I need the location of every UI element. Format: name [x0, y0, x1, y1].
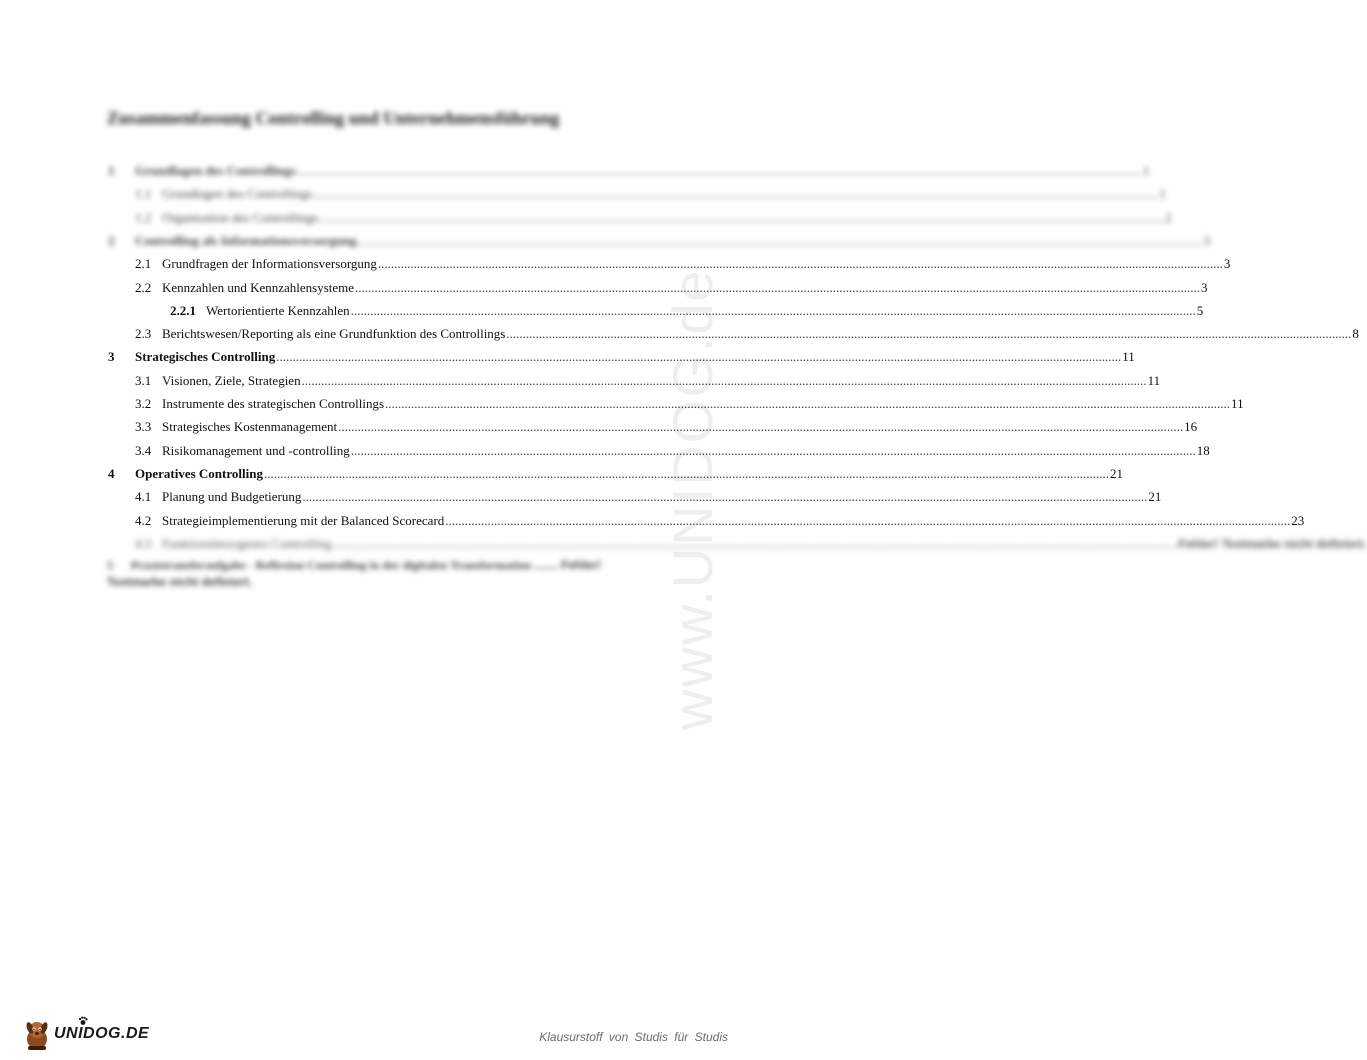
toc-entry-label: Strategisches Controlling: [135, 349, 276, 364]
toc-entry-number: 4.2: [135, 513, 152, 528]
toc-entry-label: Risikomanagement und -controlling: [162, 443, 350, 458]
watermark: www.UNIDOG.de: [661, 268, 724, 730]
toc-leader-dots: ....................................................................................................................................................................................................................................................................: [357, 233, 1203, 248]
toc-entry-number: 4: [108, 466, 115, 481]
toc-leader-dots: ....................................................................................................................................................................................................................................................................: [296, 163, 1142, 178]
toc-entry-number: 1: [108, 163, 115, 178]
toc-leader-dots: ....................................................................................................................................................................................................................................................................: [506, 326, 1352, 341]
toc-entry-page: 5: [1196, 303, 1204, 318]
toc-entry-label: Berichtswesen/Reporting als eine Grundfunktion des Controllings: [162, 326, 506, 341]
toc-entry-4-3[interactable]: [0, 534, 1367, 554]
toc-leader-dots: ....................................................................................................................................................................................................................................................................: [313, 186, 1159, 201]
toc-entry-3-2[interactable]: [0, 394, 1244, 414]
toc-leader-dots: ....................................................................................................................................................................................................................................................................: [385, 396, 1231, 411]
toc-entry-number: 2.2.1: [170, 303, 196, 318]
toc-leader-dots: ....................................................................................................................................................................................................................................................................: [276, 349, 1122, 364]
toc-entry-2-1[interactable]: [0, 254, 1231, 274]
toc-entry-3-3[interactable]: [0, 417, 1198, 437]
document-title: Zusammenfassung Controlling und Unternehmensführung: [107, 108, 560, 128]
toc-entry-number: 5: [107, 558, 113, 572]
toc-entry-page: Fehler! Textmarke nicht definiert.: [107, 558, 602, 589]
toc-leader-dots: ....................................................................................................................................................................................................................................................................: [350, 303, 1196, 318]
toc-entry-label: Planung und Budgetierung: [162, 489, 302, 504]
toc-entry-number: 3.3: [135, 419, 152, 434]
toc-leader-dots: ....................................................................................................................................................................................................................................................................: [338, 419, 1184, 434]
toc-leader-dots: ....................................................................................................................................................................................................................................................................: [301, 373, 1147, 388]
toc-entry-label: Organisation des Controllings: [162, 210, 318, 225]
toc-entry-label: Funktionsbezogenes Controlling: [162, 536, 332, 551]
toc-entry-label: Visionen, Ziele, Strategien: [162, 373, 301, 388]
toc-entry-page: 3: [1201, 280, 1208, 295]
toc-entry-number: 3.4: [135, 443, 152, 458]
toc-entry-page: 1: [1159, 186, 1166, 201]
toc-entry-page: 11: [1147, 373, 1161, 388]
toc-leader-dots: ....................................................................................................................................................................................................................................................................: [377, 256, 1223, 271]
toc-entry-3-1[interactable]: [0, 371, 1161, 391]
footer-slogan: Klausurstoff von Studis für Studis: [539, 1030, 728, 1044]
toc-entry-label: Praxistransferaufgabe - Reflexion Controlling in der digitalen Transformation: [131, 558, 532, 572]
toc-leader-dots: ....................................................................................................................................................................................................................................................................: [302, 489, 1148, 504]
toc-entry-4-2[interactable]: [0, 511, 1305, 531]
toc-entry-page: 2: [1164, 210, 1172, 225]
toc-leader-dots: ....................................................................................................................................................................................................................................................................: [332, 536, 1178, 551]
toc-entry-1-2[interactable]: [0, 208, 1172, 228]
toc-entry-page: 21: [1109, 466, 1123, 481]
toc-entry-label: Operatives Controlling: [135, 466, 263, 481]
toc-entry-1-1[interactable]: [0, 184, 1166, 204]
toc-entry-number: 4.3: [135, 536, 152, 551]
toc-entry-page: 3: [1203, 233, 1210, 248]
toc-entry-4[interactable]: [0, 464, 1123, 484]
toc-entry-label: Grundlagen des Controllings: [162, 186, 313, 201]
toc-entry-label: Wertorientierte Kennzahlen: [206, 303, 350, 318]
toc-entry-page: 16: [1184, 419, 1198, 434]
toc-entry-number: 3.1: [135, 373, 152, 388]
toc-entry-page: 3: [1223, 256, 1231, 271]
toc-entry-page: 18: [1196, 443, 1210, 458]
toc-entry-page: 11: [1122, 349, 1135, 364]
toc-entry-page: 1: [1142, 163, 1150, 178]
toc-entry-number: 1.2: [135, 210, 152, 225]
toc-leader-dots: ....................................................................................................................................................................................................................................................................: [318, 210, 1164, 225]
toc-entry-label: Grundfragen der Informationsversorgung: [162, 256, 377, 271]
toc-entry-label: Grundlagen des Controllings: [135, 163, 296, 178]
toc-entry-number: 2.1: [135, 256, 152, 271]
toc-entry-page: 8: [1352, 326, 1359, 341]
toc-leader-dots: ....................................................................................................................................................................................................................................................................: [445, 513, 1291, 528]
toc-entry-label: Strategieimplementierung mit der Balanced Scorecard: [162, 513, 445, 528]
toc-entry-number: 2.2: [135, 280, 152, 295]
toc-entry-page: 21: [1148, 489, 1162, 504]
paw-icon: [78, 1016, 88, 1026]
toc-entry-label: Controlling als Informationsversorgung: [135, 233, 357, 248]
toc-leader-dots: ....................................................................................................................................................................................................................................................................: [355, 280, 1201, 295]
toc-entry-1[interactable]: [0, 161, 1150, 181]
toc-entry-number: 3: [108, 349, 115, 364]
dog-mascot-icon: [22, 1017, 52, 1051]
toc-entry-page: Fehler! Textmarke nicht definiert.: [1178, 537, 1367, 551]
toc-entry-number: 1.1: [135, 186, 152, 201]
unidog-logo[interactable]: [22, 1016, 152, 1052]
toc-leader-dots: ....................................................................................................................................................................................................................................................................: [263, 466, 1109, 481]
toc-entry-label: Strategisches Kostenmanagement: [162, 419, 338, 434]
toc-entry-number: 2.3: [135, 326, 152, 341]
toc-entry-3[interactable]: [0, 347, 1135, 367]
logo-text: UNIDOG.DE: [54, 1025, 150, 1042]
toc-entry-2-2-1[interactable]: [0, 301, 1204, 321]
toc-entry-number: 2: [108, 233, 115, 248]
toc-entry-2[interactable]: [0, 231, 1210, 251]
toc-leader-dots: ....................................................................................................................................................................................................................................................................: [350, 443, 1196, 458]
toc-entry-page: 23: [1291, 513, 1305, 528]
toc-entry-label: Instrumente des strategischen Controllings: [162, 396, 385, 411]
toc-entry-page: 11: [1231, 396, 1244, 411]
toc-leader-dots: ........: [534, 558, 562, 572]
toc-entry-label: Kennzahlen und Kennzahlensysteme: [162, 280, 355, 295]
toc-entry-number: 4.1: [135, 489, 152, 504]
toc-entry-5: [107, 557, 662, 591]
toc-entry-4-1[interactable]: [0, 487, 1162, 507]
toc-entry-2-3[interactable]: [0, 324, 1359, 344]
toc-entry-3-4[interactable]: [0, 441, 1210, 461]
toc-entry-2-2[interactable]: [0, 278, 1208, 298]
toc-entry-number: 3.2: [135, 396, 152, 411]
